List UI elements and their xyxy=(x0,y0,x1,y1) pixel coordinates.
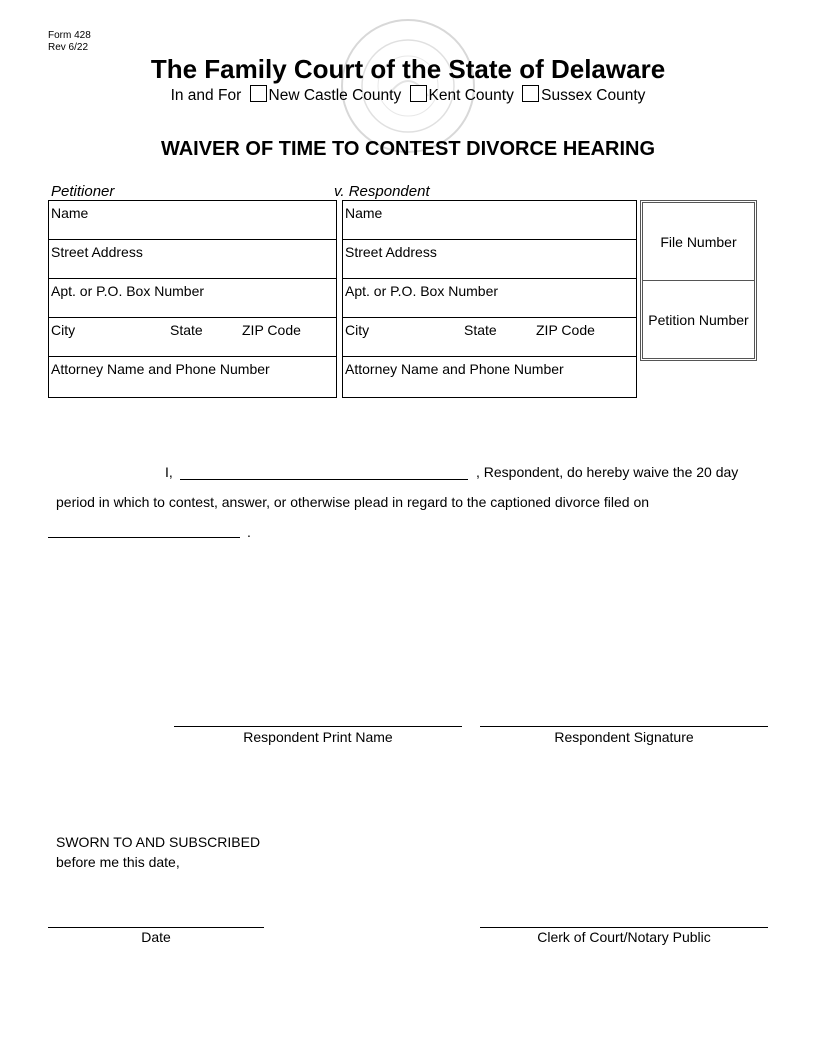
respondent-street-field[interactable] xyxy=(343,240,636,279)
waiver-period: . xyxy=(247,524,251,540)
sussex-checkbox[interactable] xyxy=(522,85,539,102)
file-number-field[interactable] xyxy=(643,203,754,281)
petitioner-city-label: City xyxy=(51,322,76,338)
respondent-name-field[interactable] xyxy=(343,201,636,240)
respondent-attorney-field[interactable] xyxy=(343,357,636,397)
court-title: The Family Court of the State of Delaware xyxy=(150,54,666,84)
county-selection xyxy=(0,85,816,105)
sworn-line1: SWORN TO AND SUBSCRIBED xyxy=(56,834,261,850)
petitioner-zip-label: ZIP Code xyxy=(242,322,301,338)
respondent-name-label: Name xyxy=(345,205,383,221)
petitioner-state-label: State xyxy=(170,322,203,338)
petitioner-attorney-field[interactable] xyxy=(49,357,336,397)
petitioner-apt-label: Apt. or P.O. Box Number xyxy=(51,283,205,299)
petitioner-name-field[interactable] xyxy=(49,201,336,240)
signature-line[interactable] xyxy=(480,726,768,727)
in-and-for-label: In and For xyxy=(170,87,242,104)
petitioner-street-field[interactable] xyxy=(49,240,336,279)
petitioner-city-row[interactable] xyxy=(49,318,336,357)
waiver-line2: period in which to contest, answer, or otherwise plead in regard to the captioned divorce filed on xyxy=(56,494,650,510)
respondent-heading: v. Respondent xyxy=(334,183,430,200)
clerk-line[interactable] xyxy=(480,927,768,928)
petitioner-box xyxy=(48,200,337,398)
new-castle-checkbox[interactable] xyxy=(250,85,267,102)
petitioner-attorney-label: Attorney Name and Phone Number xyxy=(51,361,270,377)
new-castle-label: New Castle County xyxy=(268,87,402,104)
date-line[interactable] xyxy=(48,927,264,928)
respondent-box xyxy=(342,200,637,398)
respondent-city-row[interactable] xyxy=(343,318,636,357)
filing-date-blank[interactable] xyxy=(48,537,240,538)
petition-number-label: Petition Number xyxy=(648,312,749,328)
respondent-street-label: Street Address xyxy=(345,244,437,260)
waiver-i: I, xyxy=(165,464,173,480)
petitioner-street-label: Street Address xyxy=(51,244,143,260)
respondent-city-label: City xyxy=(345,322,370,338)
petitioner-name-label: Name xyxy=(51,205,89,221)
case-number-box xyxy=(640,200,757,361)
waiver-line1: , Respondent, do hereby waive the 20 day xyxy=(476,464,739,480)
petitioner-heading: Petitioner xyxy=(51,183,115,200)
signature-label: Respondent Signature xyxy=(554,729,694,745)
print-name-label: Respondent Print Name xyxy=(243,729,393,745)
date-label: Date xyxy=(141,929,171,945)
respondent-apt-label: Apt. or P.O. Box Number xyxy=(345,283,499,299)
kent-checkbox[interactable] xyxy=(410,85,427,102)
sussex-label: Sussex County xyxy=(541,87,646,104)
respondent-name-blank[interactable] xyxy=(180,479,468,480)
kent-label: Kent County xyxy=(428,87,514,104)
file-number-label: File Number xyxy=(660,233,737,250)
print-name-line[interactable] xyxy=(174,726,462,727)
respondent-attorney-label: Attorney Name and Phone Number xyxy=(345,361,564,377)
document-title: WAIVER OF TIME TO CONTEST DIVORCE HEARING xyxy=(160,138,656,160)
form-meta xyxy=(48,30,91,54)
clerk-label: Clerk of Court/Notary Public xyxy=(537,929,711,945)
sworn-line2: before me this date, xyxy=(56,854,180,870)
petitioner-apt-field[interactable] xyxy=(49,279,336,318)
respondent-state-label: State xyxy=(464,322,497,338)
respondent-apt-field[interactable] xyxy=(343,279,636,318)
respondent-zip-label: ZIP Code xyxy=(536,322,595,338)
form-revision: Rev 6/22 xyxy=(48,42,89,53)
form-number: Form 428 xyxy=(48,30,91,41)
petition-number-field[interactable] xyxy=(643,281,754,359)
